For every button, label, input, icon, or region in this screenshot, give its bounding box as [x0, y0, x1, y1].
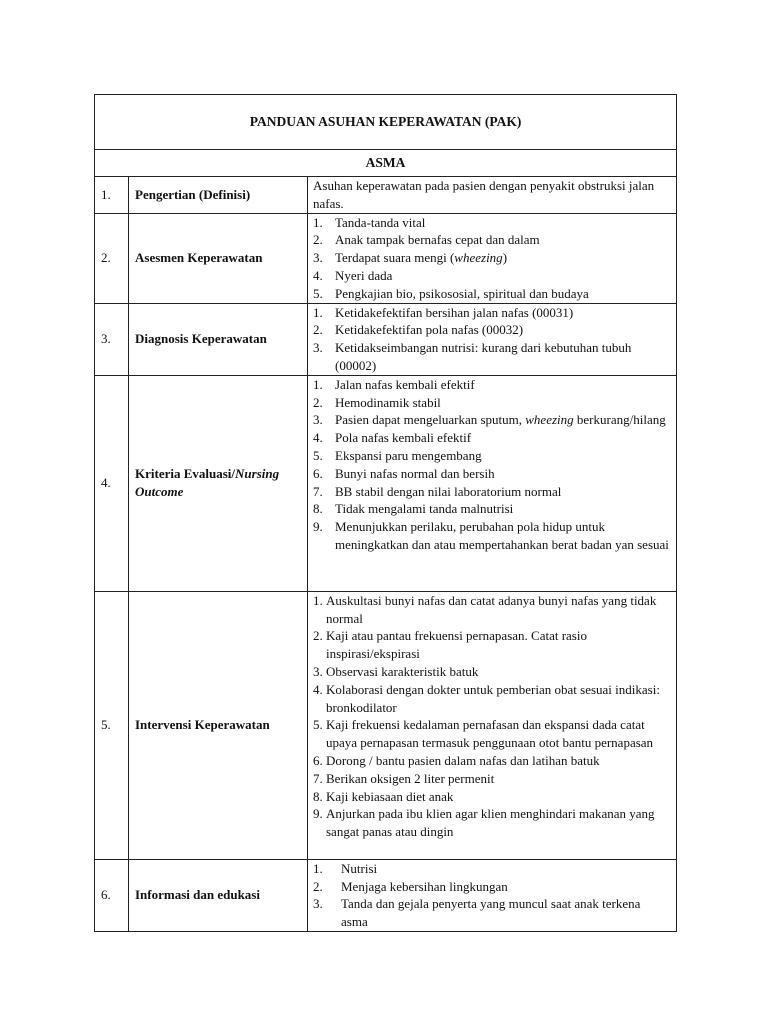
row-number: 6. [95, 859, 129, 931]
list-item: 7. BB stabil dengan nilai laboratorium normal [313, 483, 562, 499]
list-item: 1. Nutrisi [313, 860, 378, 876]
list-item: 1. Tanda-tanda vital [313, 214, 426, 230]
section-row [95, 150, 677, 177]
list-item: 1. Auskultasi bunyi nafas dan catat adanya bunyi nafas yang tidak normal [313, 592, 657, 626]
row-content [308, 213, 677, 303]
table-row [95, 375, 677, 591]
row-label: Diagnosis Keperawatan [129, 303, 308, 375]
table-row [95, 303, 677, 375]
list-item: 3. Observasi karakteristik batuk [313, 663, 479, 679]
list-item: 2. Menjaga kebersihan lingkungan [313, 878, 508, 894]
list-item: 3. Tanda dan gejala penyerta yang muncul saat anak terkena asma [313, 896, 641, 930]
section-title: ASMA [95, 150, 677, 177]
row-content [308, 303, 677, 375]
list-item: 9. Menunjukkan perilaku, perubahan pola hidup untuk meningkatkan dan atau mempertahankan berat badan yan sesuai [313, 519, 669, 552]
row-number: 3. [95, 303, 129, 375]
list-item: 3. Pasien dapat mengeluarkan sputum, wheezing berkurang/hilang [313, 412, 666, 428]
list-item: 2. Anak tampak bernafas cepat dan dalam [313, 232, 540, 248]
list-item: 4. Nyeri dada [313, 267, 393, 283]
row-label: Asesmen Keperawatan [129, 213, 308, 303]
list-item: 6. Dorong / bantu pasien dalam nafas dan latihan batuk [313, 752, 600, 768]
list-item: 2. Hemodinamik stabil [313, 394, 441, 410]
list-item: 8. Tidak mengalami tanda malnutrisi [313, 501, 514, 517]
row-content: Asuhan keperawatan pada pasien dengan penyakit obstruksi jalan nafas. [308, 177, 677, 214]
table-row [95, 177, 677, 214]
list-item: 2. Ketidakefektifan pola nafas (00032) [313, 322, 524, 338]
list-item: 2. Kaji atau pantau frekuensi pernapasan. Catat rasio inspirasi/ekspirasi [313, 628, 587, 662]
list-item: 1. Jalan nafas kembali efektif [313, 376, 475, 392]
list-item: 3. Terdapat suara mengi (wheezing) [313, 250, 508, 266]
list-item: 5. Kaji frekuensi kedalaman pernafasan dan ekspansi dada catat upaya pernapasan termasuk penggunaan otot bantu pernapasan [313, 717, 654, 751]
title-row [95, 95, 677, 150]
list-item: 5. Pengkajian bio, psikososial, spiritual dan budaya [313, 285, 589, 301]
row-number: 2. [95, 213, 129, 303]
list-item: 6. Bunyi nafas normal dan bersih [313, 465, 495, 481]
row-label: Kriteria Evaluasi/Nursing Outcome [129, 375, 308, 591]
row-label: Intervensi Keperawatan [129, 591, 308, 859]
row-content [308, 375, 677, 591]
pak-table [94, 94, 677, 932]
table-row [95, 859, 677, 931]
row-label: Pengertian (Definisi) [129, 177, 308, 214]
list-item: 4. Kolaborasi dengan dokter untuk pemberian obat sesuai indikasi: bronkodilator [313, 681, 660, 715]
row-content [308, 591, 677, 859]
document-title: PANDUAN ASUHAN KEPERAWATAN (PAK) [95, 95, 677, 150]
list-item: 7. Berikan oksigen 2 liter permenit [313, 770, 495, 786]
row-number: 1. [95, 177, 129, 214]
list-item: 3. Ketidakseimbangan nutrisi: kurang dari kebutuhan tubuh (00002) [313, 340, 632, 373]
table-row [95, 213, 677, 303]
row-label: Informasi dan edukasi [129, 859, 308, 931]
row-content [308, 859, 677, 931]
table-row [95, 591, 677, 859]
row-number: 5. [95, 591, 129, 859]
list-item: 5. Ekspansi paru mengembang [313, 447, 482, 463]
list-item: 8. Kaji kebiasaan diet anak [313, 788, 454, 804]
row-number: 4. [95, 375, 129, 591]
list-item: 1. Ketidakefektifan bersihan jalan nafas (00031) [313, 304, 574, 320]
list-item: 4. Pola nafas kembali efektif [313, 430, 472, 446]
list-item: 9. Anjurkan pada ibu klien agar klien menghindari makanan yang sangat panas atau dingin [313, 806, 655, 840]
